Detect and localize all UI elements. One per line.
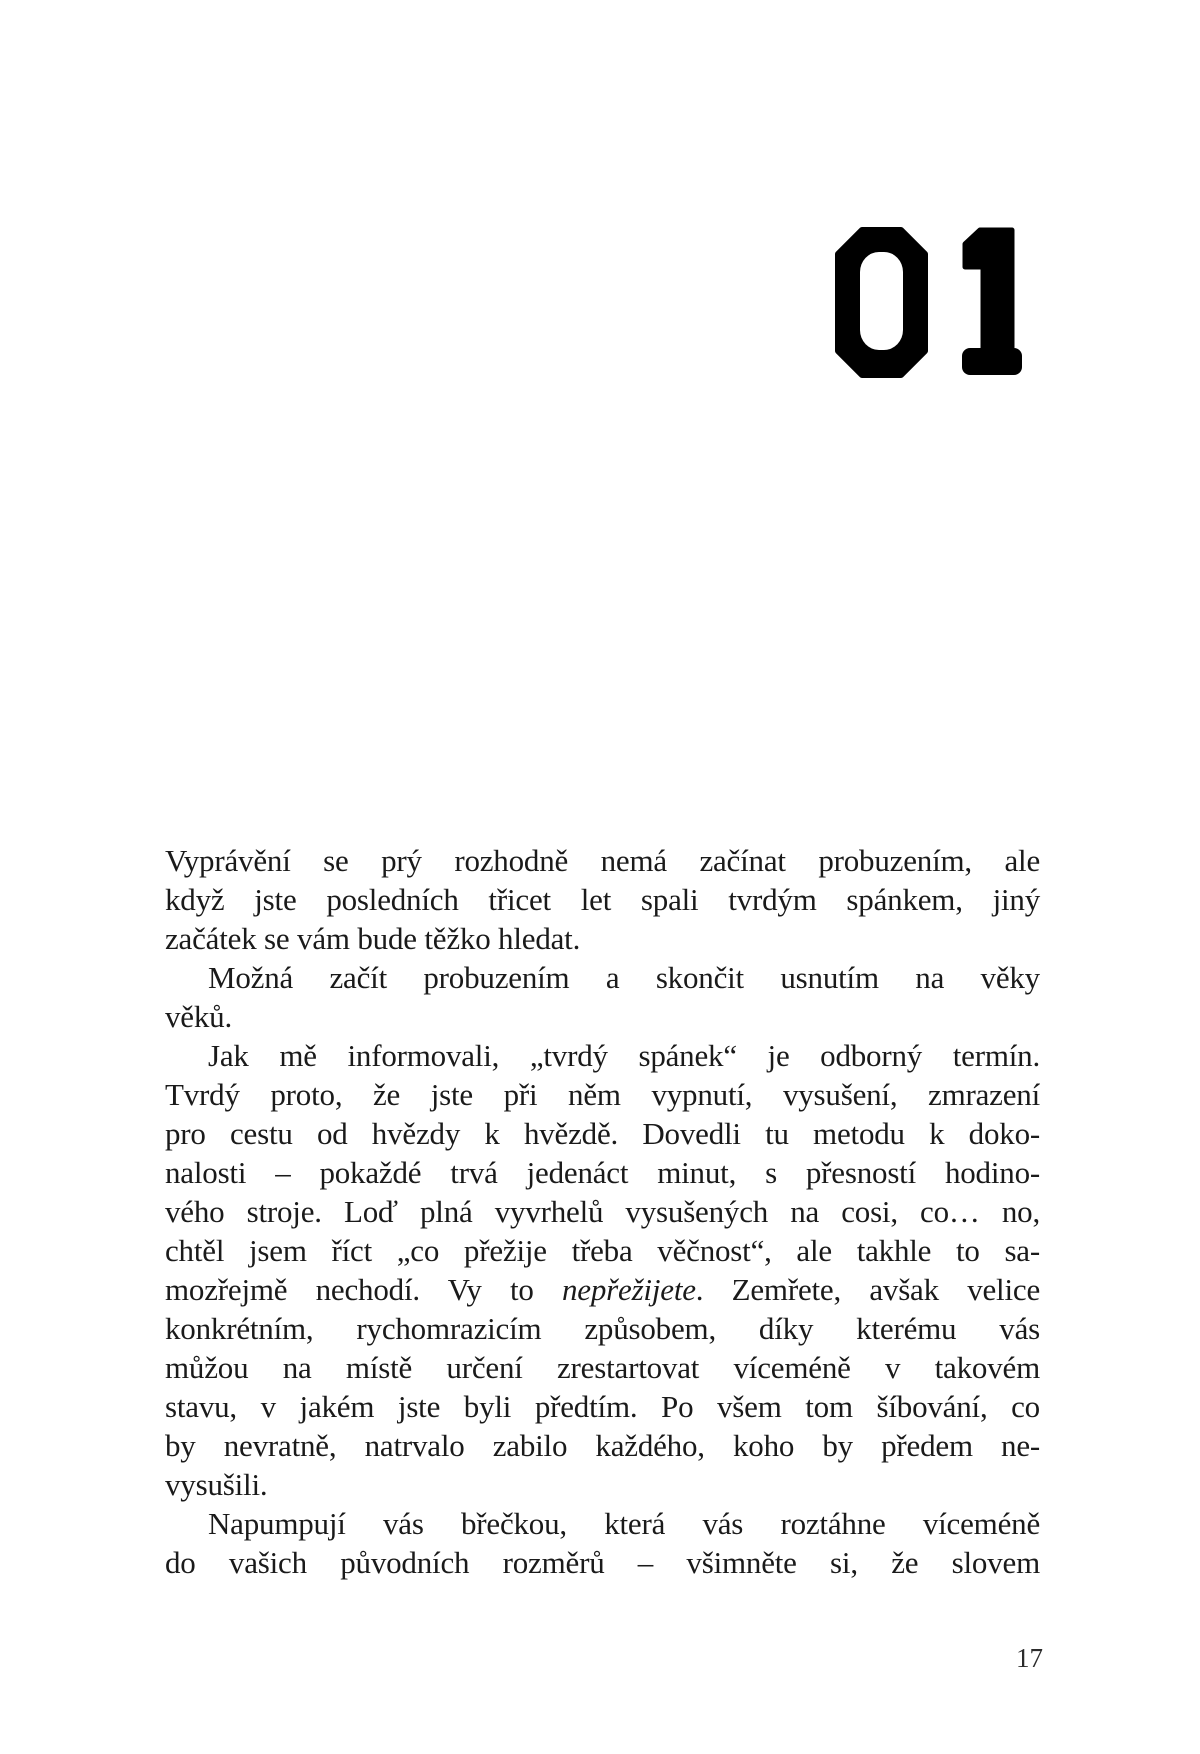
text-block — [165, 841, 1040, 1582]
text-line: pro cestu od hvězdy k hvězdě. Dovedli tu metodu k doko- — [165, 1116, 1040, 1151]
text-line: nalosti – pokaždé trvá jedenáct minut, s přesností hodino- — [165, 1155, 1040, 1190]
text-line: konkrétním, rychomrazicím způsobem, díky kterému vás — [165, 1311, 1040, 1346]
text-line: do vašich původních rozměrů – všimněte si, že slovem — [165, 1545, 1040, 1580]
page-number: 17 — [1016, 1643, 1043, 1673]
text-line: chtěl jsem říct „co přežije třeba věčnost“, ale takhle to sa- — [165, 1233, 1040, 1268]
chapter-number-digits — [835, 227, 1025, 378]
text-line: vysušili. — [165, 1467, 268, 1502]
text-line: stavu, v jakém jste byli předtím. Po všem tom šíbování, co — [165, 1389, 1040, 1424]
chapter-number — [835, 227, 1025, 378]
text-line: Jak mě informovali, „tvrdý spánek“ je odborný termín. — [208, 1038, 1040, 1073]
text-line: věků. — [165, 999, 233, 1034]
text-line: Možná začít probuzením a skončit usnutím na věky — [208, 960, 1040, 995]
text-line: vého stroje. Loď plná vyvrhelů vysušených na cosi, co… no, — [165, 1194, 1040, 1229]
text-line: Napumpují vás břečkou, která vás roztáhne víceméně — [208, 1506, 1040, 1541]
text-line: když jste posledních třicet let spali tvrdým spánkem, jiný — [165, 882, 1040, 917]
text-line: by nevratně, natrvalo zabilo každého, koho by předem ne- — [165, 1428, 1040, 1463]
text-line: začátek se vám bude těžko hledat. — [165, 921, 581, 956]
text-line: Vyprávění se prý rozhodně nemá začínat probuzením, ale — [165, 843, 1040, 878]
text-line: Tvrdý proto, že jste při něm vypnutí, vysušení, zmrazení — [165, 1077, 1040, 1112]
text-line: mozřejmě nechodí. Vy to nepřežijete. Zemřete, avšak velice — [165, 1272, 1041, 1307]
text-line: můžou na místě určení zrestartovat víceméně v takovém — [165, 1350, 1040, 1385]
